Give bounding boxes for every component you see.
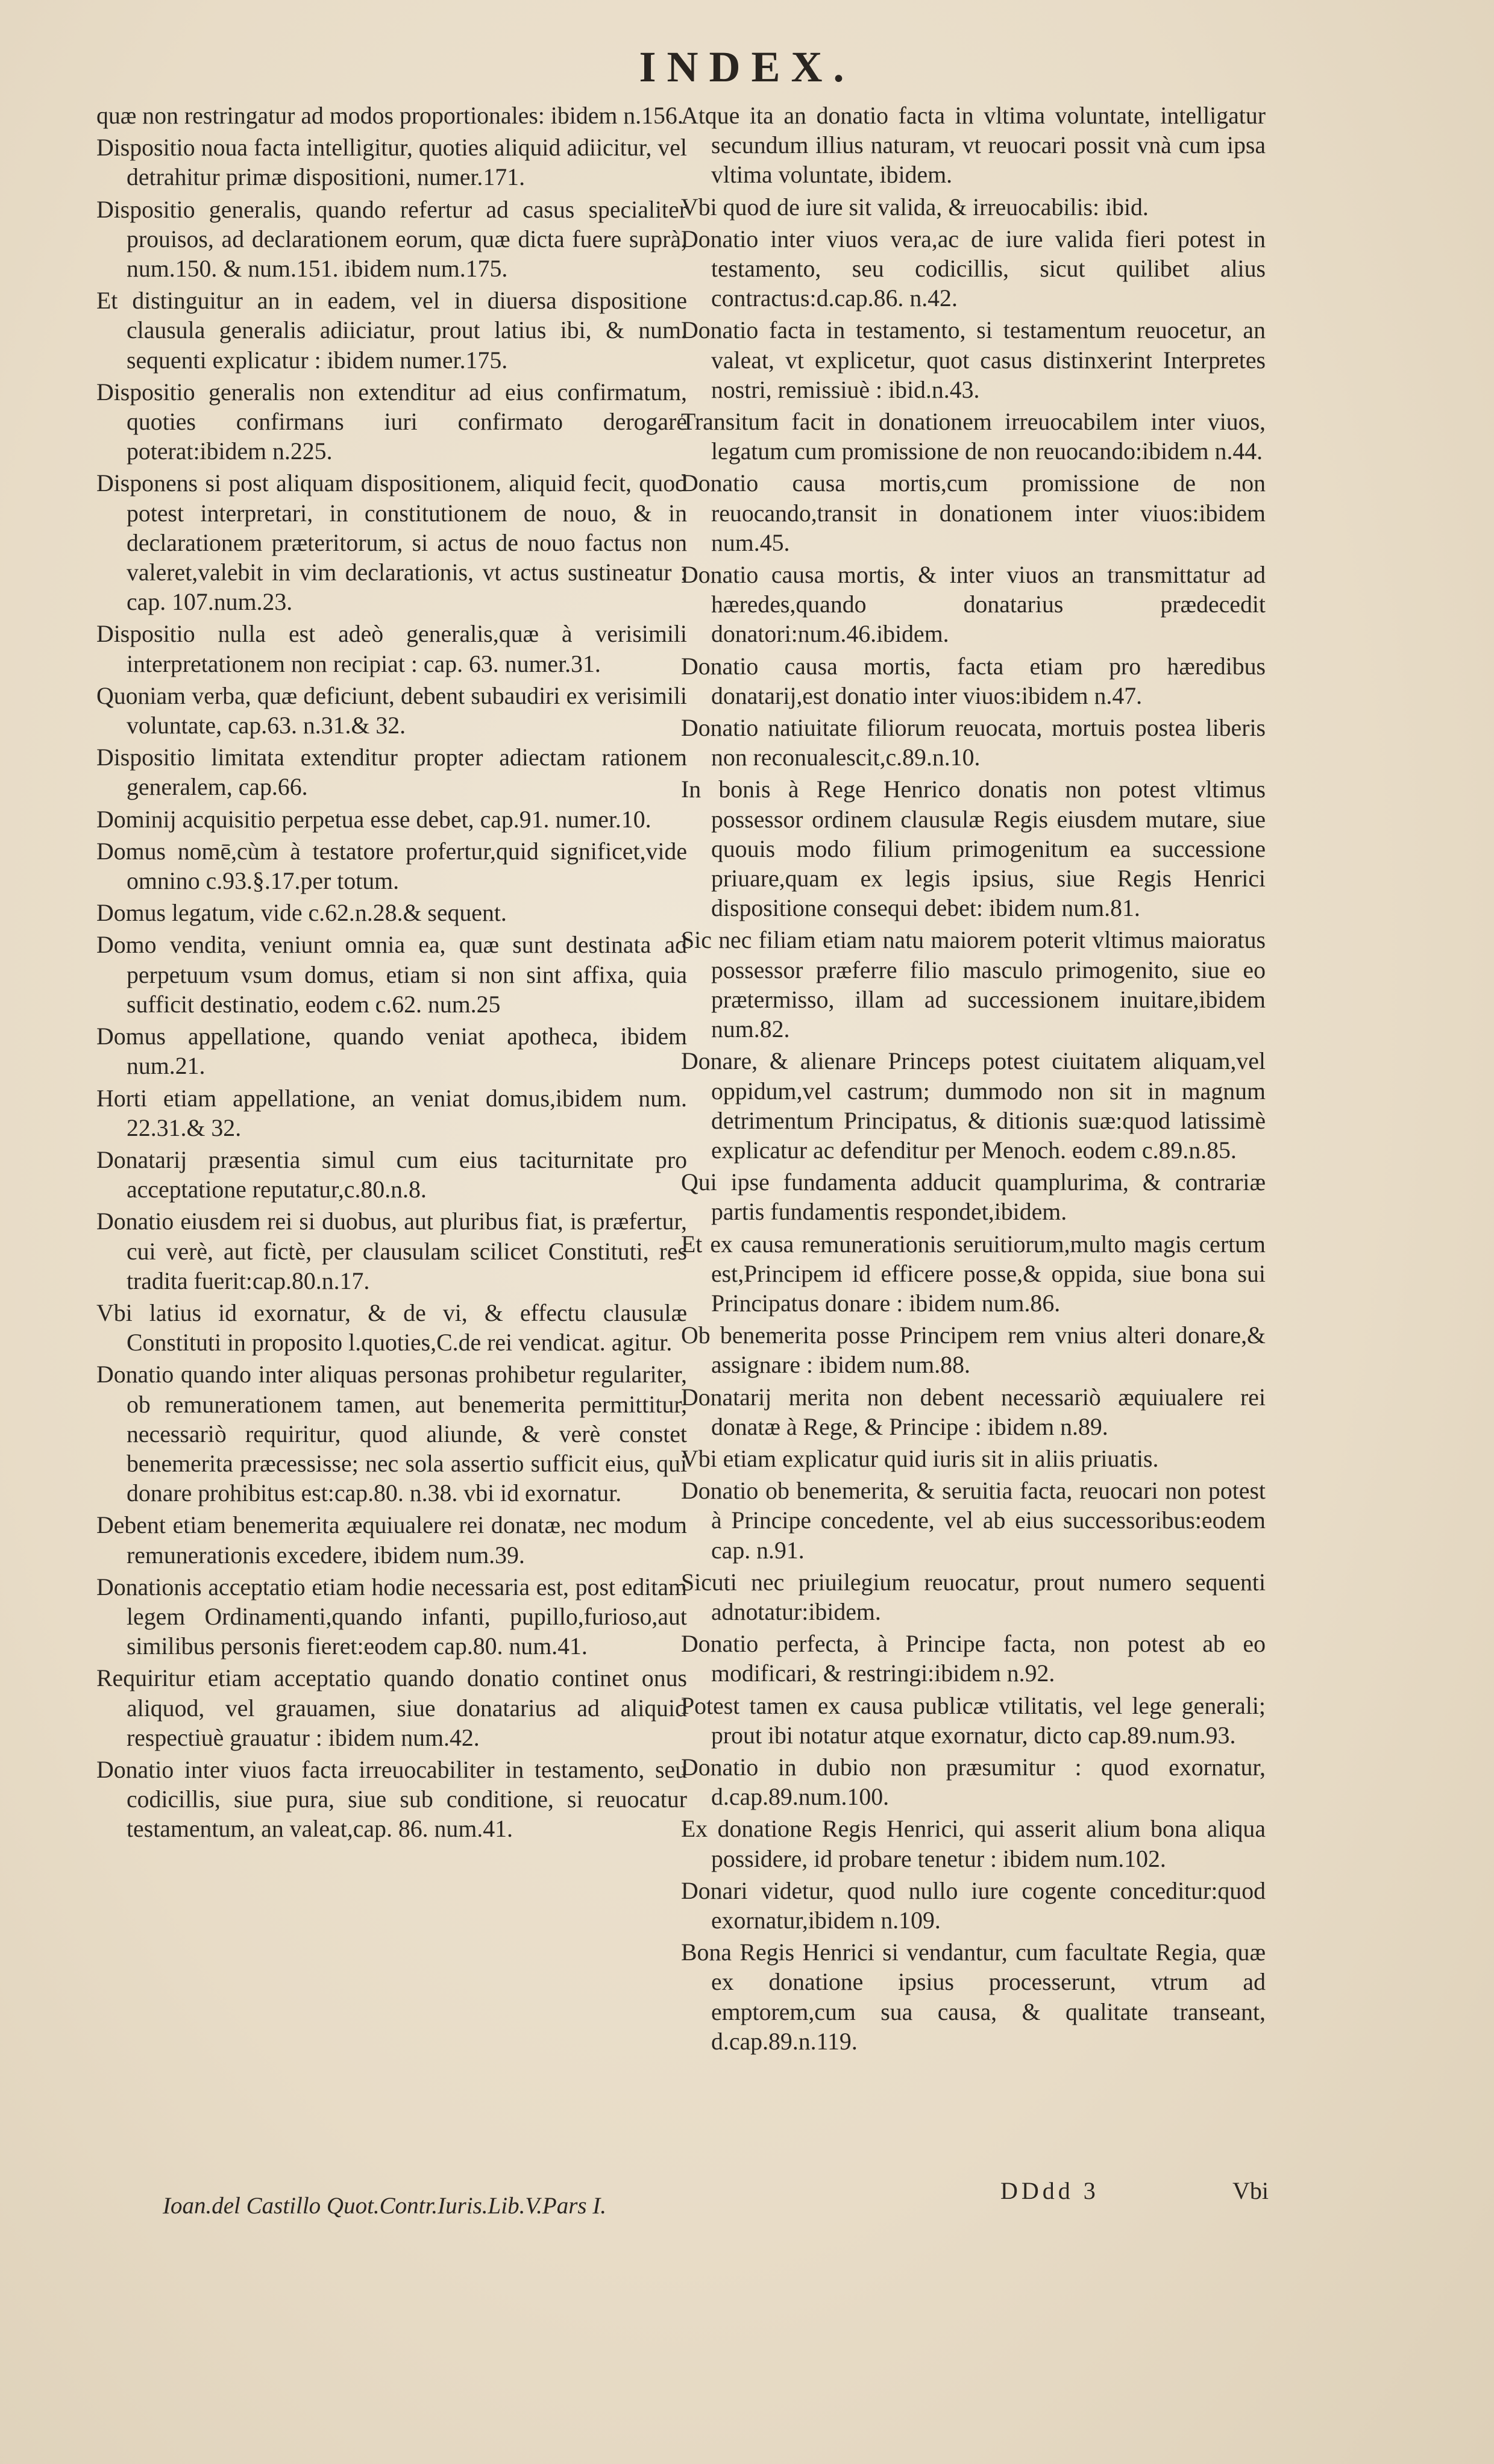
index-entry: Domus nomē,cùm à testatore profertur,quid significet,vide omnino c.93.§.17.per totum.: [96, 838, 687, 895]
index-entry: Donatio inter viuos vera,ac de iure valida fieri potest in testamento, seu codicillis, sicut quilibet alius contractus:d.cap.86. n.42.: [681, 225, 1266, 312]
index-entry: Et ex causa remunerationis seruitiorum,multo magis certum est,Principem id efficere posse,& oppida, siue bona sui Principatus donare : ibidem num.86.: [681, 1230, 1266, 1317]
index-entry: Atque ita an donatio facta in vltima voluntate, intelligatur secundum illius naturam, vt reuocari possit vnà cum ipsa vltima voluntate, ibidem.: [681, 102, 1266, 189]
index-entry: Sic nec filiam etiam natu maiorem poterit vltimus maioratus possessor præferre filio masculo primogenito, siue eo prætermisso, illam ad successionem inuitare,ibidem num.82.: [681, 927, 1266, 1043]
index-entry: Debent etiam benemerita æquiualere rei donatæ, nec modum remunerationis excedere, ibidem num.39.: [96, 1512, 687, 1569]
index-entry: Donatio natiuitate filiorum reuocata, mortuis postea liberis non reconualescit,c.89.n.10.: [681, 715, 1266, 771]
index-entry: Quoniam verba, quæ deficiunt, debent subaudiri ex verisimili voluntate, cap.63. n.31.& 32.: [96, 682, 687, 739]
index-entry: Ob benemerita posse Principem rem vnius alteri donare,& assignare : ibidem num.88.: [681, 1322, 1266, 1379]
right-column: [681, 101, 1266, 2059]
index-entry: Dominij acquisitio perpetua esse debet, cap.91. numer.10.: [96, 806, 651, 833]
index-entry: Donatarij merita non debent necessariò æquiualere rei donatæ à Rege, & Principe : ibidem n.89.: [681, 1384, 1266, 1440]
page-title: INDEX.: [639, 43, 855, 91]
index-entry: Donari videtur, quod nullo iure cogente conceditur:quod exornatur,ibidem n.109.: [681, 1877, 1266, 1934]
index-entry: Domus legatum, vide c.62.n.28.& sequent.: [96, 900, 507, 927]
index-entry: Donatarij præsentia simul cum eius taciturnitate pro acceptatione reputatur,c.80.n.8.: [96, 1146, 687, 1203]
index-entry: Dispositio noua facta intelligitur, quoties aliquid adiicitur, vel detrahitur primæ dispositioni, numer.171.: [96, 134, 687, 191]
index-entry: Domus appellatione, quando veniat apotheca, ibidem num.21.: [96, 1023, 687, 1080]
index-entry: Donatio eiusdem rei si duobus, aut pluribus fiat, is præfertur, cui verè, aut fictè, per clausulam scilicet Constituti, res tradita fuerit:cap.80.n.17.: [96, 1208, 687, 1294]
index-entry: Dispositio nulla est adeò generalis,quæ à verisimili interpretationem non recipiat : cap. 63. numer.31.: [96, 621, 687, 677]
index-entry: Dispositio limitata extenditur propter adiectam rationem generalem, cap.66.: [96, 744, 687, 801]
catchword: Vbi: [1232, 2177, 1269, 2204]
index-entry: Donare, & alienare Princeps potest ciuitatem aliquam,vel oppidum,vel castrum; dummodo non sit in magnum detrimentum Principatus, & ditionis suæ:quod latissimè explicatur ac defenditur per Menoch. eodem c.89.n.85.: [681, 1048, 1266, 1164]
index-entry: Donatio causa mortis, & inter viuos an transmittatur ad hæredes,quando donatarius prædecedit donatori:num.46.ibidem.: [681, 562, 1266, 648]
signature-mark: DDdd 3: [1000, 2177, 1099, 2204]
index-entry: Donatio ob benemerita, & seruitia facta, reuocari non potest à Principe concedente, vel ab eius successoribus:eodem cap. n.91.: [681, 1478, 1266, 1564]
index-entry: Disponens si post aliquam dispositionem, aliquid fecit, quod potest interpretari, in constitutionem de nouo, & in declarationem præteritorum, si actus de nouo factus non valeret,valebit in vim declarationis, vt actus sustineatur : cap. 107.num.23.: [96, 470, 687, 616]
index-entry: quæ non restringatur ad modos proportionales: ibidem n.156.: [96, 102, 683, 129]
index-entry: Qui ipse fundamenta adducit quamplurima, & contrariæ partis fundamentis respondet,ibidem.: [681, 1169, 1266, 1226]
index-entry: Donationis acceptatio etiam hodie necessaria est, post editam legem Ordinamenti,quando infanti, pupillo,furioso,aut similibus personis fieret:eodem cap.80. num.41.: [96, 1573, 687, 1660]
index-entry: Domo vendita, veniunt omnia ea, quæ sunt destinata ad perpetuum vsum domus, etiam si non sint affixa, quia sufficit destinatio, eodem c.62. num.25: [96, 932, 687, 1018]
left-column: [96, 101, 687, 1847]
index-entry: Et distinguitur an in eadem, vel in diuersa dispositione clausula generalis adiiciatur, prout latius ibi, & num. sequenti explicatur : ibidem numer.175.: [96, 287, 687, 374]
index-entry: In bonis à Rege Henrico donatis non potest vltimus possessor ordinem clausulæ Regis eiusdem mutare, siue quouis modo filium primogenitum ea successione priuare,quam ex legis ipsius, siue Regis Henrici dispositione consequi debet: ibidem num.81.: [681, 776, 1266, 922]
index-entry: Vbi latius id exornatur, & de vi, & effectu clausulæ Constituti in proposito l.quoties,C.de rei vendicat. agitur.: [96, 1299, 687, 1356]
index-entry: Vbi etiam explicatur quid iuris sit in aliis priuatis.: [681, 1445, 1159, 1472]
index-entry: Transitum facit in donationem irreuocabilem inter viuos, legatum cum promissione de non reuocando:ibidem n.44.: [681, 409, 1266, 465]
running-title: Ioan.del Castillo Quot.Contr.Iuris.Lib.V.Pars I.: [163, 2193, 607, 2219]
index-entry: Bona Regis Henrici si vendantur, cum facultate Regia, quæ ex donatione ipsius processerunt, vtrum ad emptorem,cum sua causa, & qualitate transeant, d.cap.89.n.119.: [681, 1939, 1266, 2055]
index-entry: Donatio causa mortis, facta etiam pro hæredibus donatarij,est donatio inter viuos:ibidem n.47.: [681, 653, 1266, 709]
index-entry: Vbi quod de iure sit valida, & irreuocabilis: ibid.: [681, 193, 1149, 221]
index-entry: Donatio perfecta, à Principe facta, non potest ab eo modificari, & restringi:ibidem n.92.: [681, 1631, 1266, 1687]
index-entry: Requiritur etiam acceptatio quando donatio continet onus aliquod, vel grauamen, siue donatarius ad aliquid respectiuè grauatur : ibidem num.42.: [96, 1665, 687, 1751]
index-entry: Donatio inter viuos facta irreuocabiliter in testamento, seu codicillis, siue pura, siue sub conditione, si reuocatur testamentum, an valeat,cap. 86. num.41.: [96, 1756, 687, 1843]
index-entry: Dispositio generalis non extenditur ad eius confirmatum, quoties confirmans iuri confirmato derogare poterat:ibidem n.225.: [96, 378, 687, 465]
index-entry: Donatio in dubio non præsumitur : quod exornatur, d.cap.89.num.100.: [681, 1754, 1266, 1811]
index-entry: Potest tamen ex causa publicæ vtilitatis, vel lege generali; prout ibi notatur atque exornatur, dicto cap.89.num.93.: [681, 1692, 1266, 1749]
index-entry: Ex donatione Regis Henrici, qui asserit alium bona aliqua possidere, id probare tenetur : ibidem num.102.: [681, 1816, 1266, 1872]
index-entry: Donatio quando inter aliquas personas prohibetur regulariter, ob remunerationem tamen, aut benemerita permittitur, necessariò requiritur, quod aliunde, & verè constet benemerita præcessisse; nec sola assertio sufficit eius, qui donare prohibitus est:cap.80. n.38. vbi id exornatur.: [96, 1361, 687, 1507]
index-entry: Sicuti nec priuilegium reuocatur, prout numero sequenti adnotatur:ibidem.: [681, 1569, 1266, 1625]
index-entry: Donatio causa mortis,cum promissione de non reuocando,transit in donationem inter viuos:ibidem num.45.: [681, 470, 1266, 556]
index-entry: Donatio facta in testamento, si testamentum reuocetur, an valeat, vt explicetur, quot casus distinxerint Interpretes nostri, remissiuè : ibid.n.43.: [681, 317, 1266, 403]
index-entry: Horti etiam appellatione, an veniat domus,ibidem num. 22.31.& 32.: [96, 1085, 687, 1141]
index-entry: Dispositio generalis, quando refertur ad casus specialiter prouisos, ad declarationem eorum, quæ dicta fuere suprà, num.150. & num.151. ibidem num.175.: [96, 196, 687, 283]
